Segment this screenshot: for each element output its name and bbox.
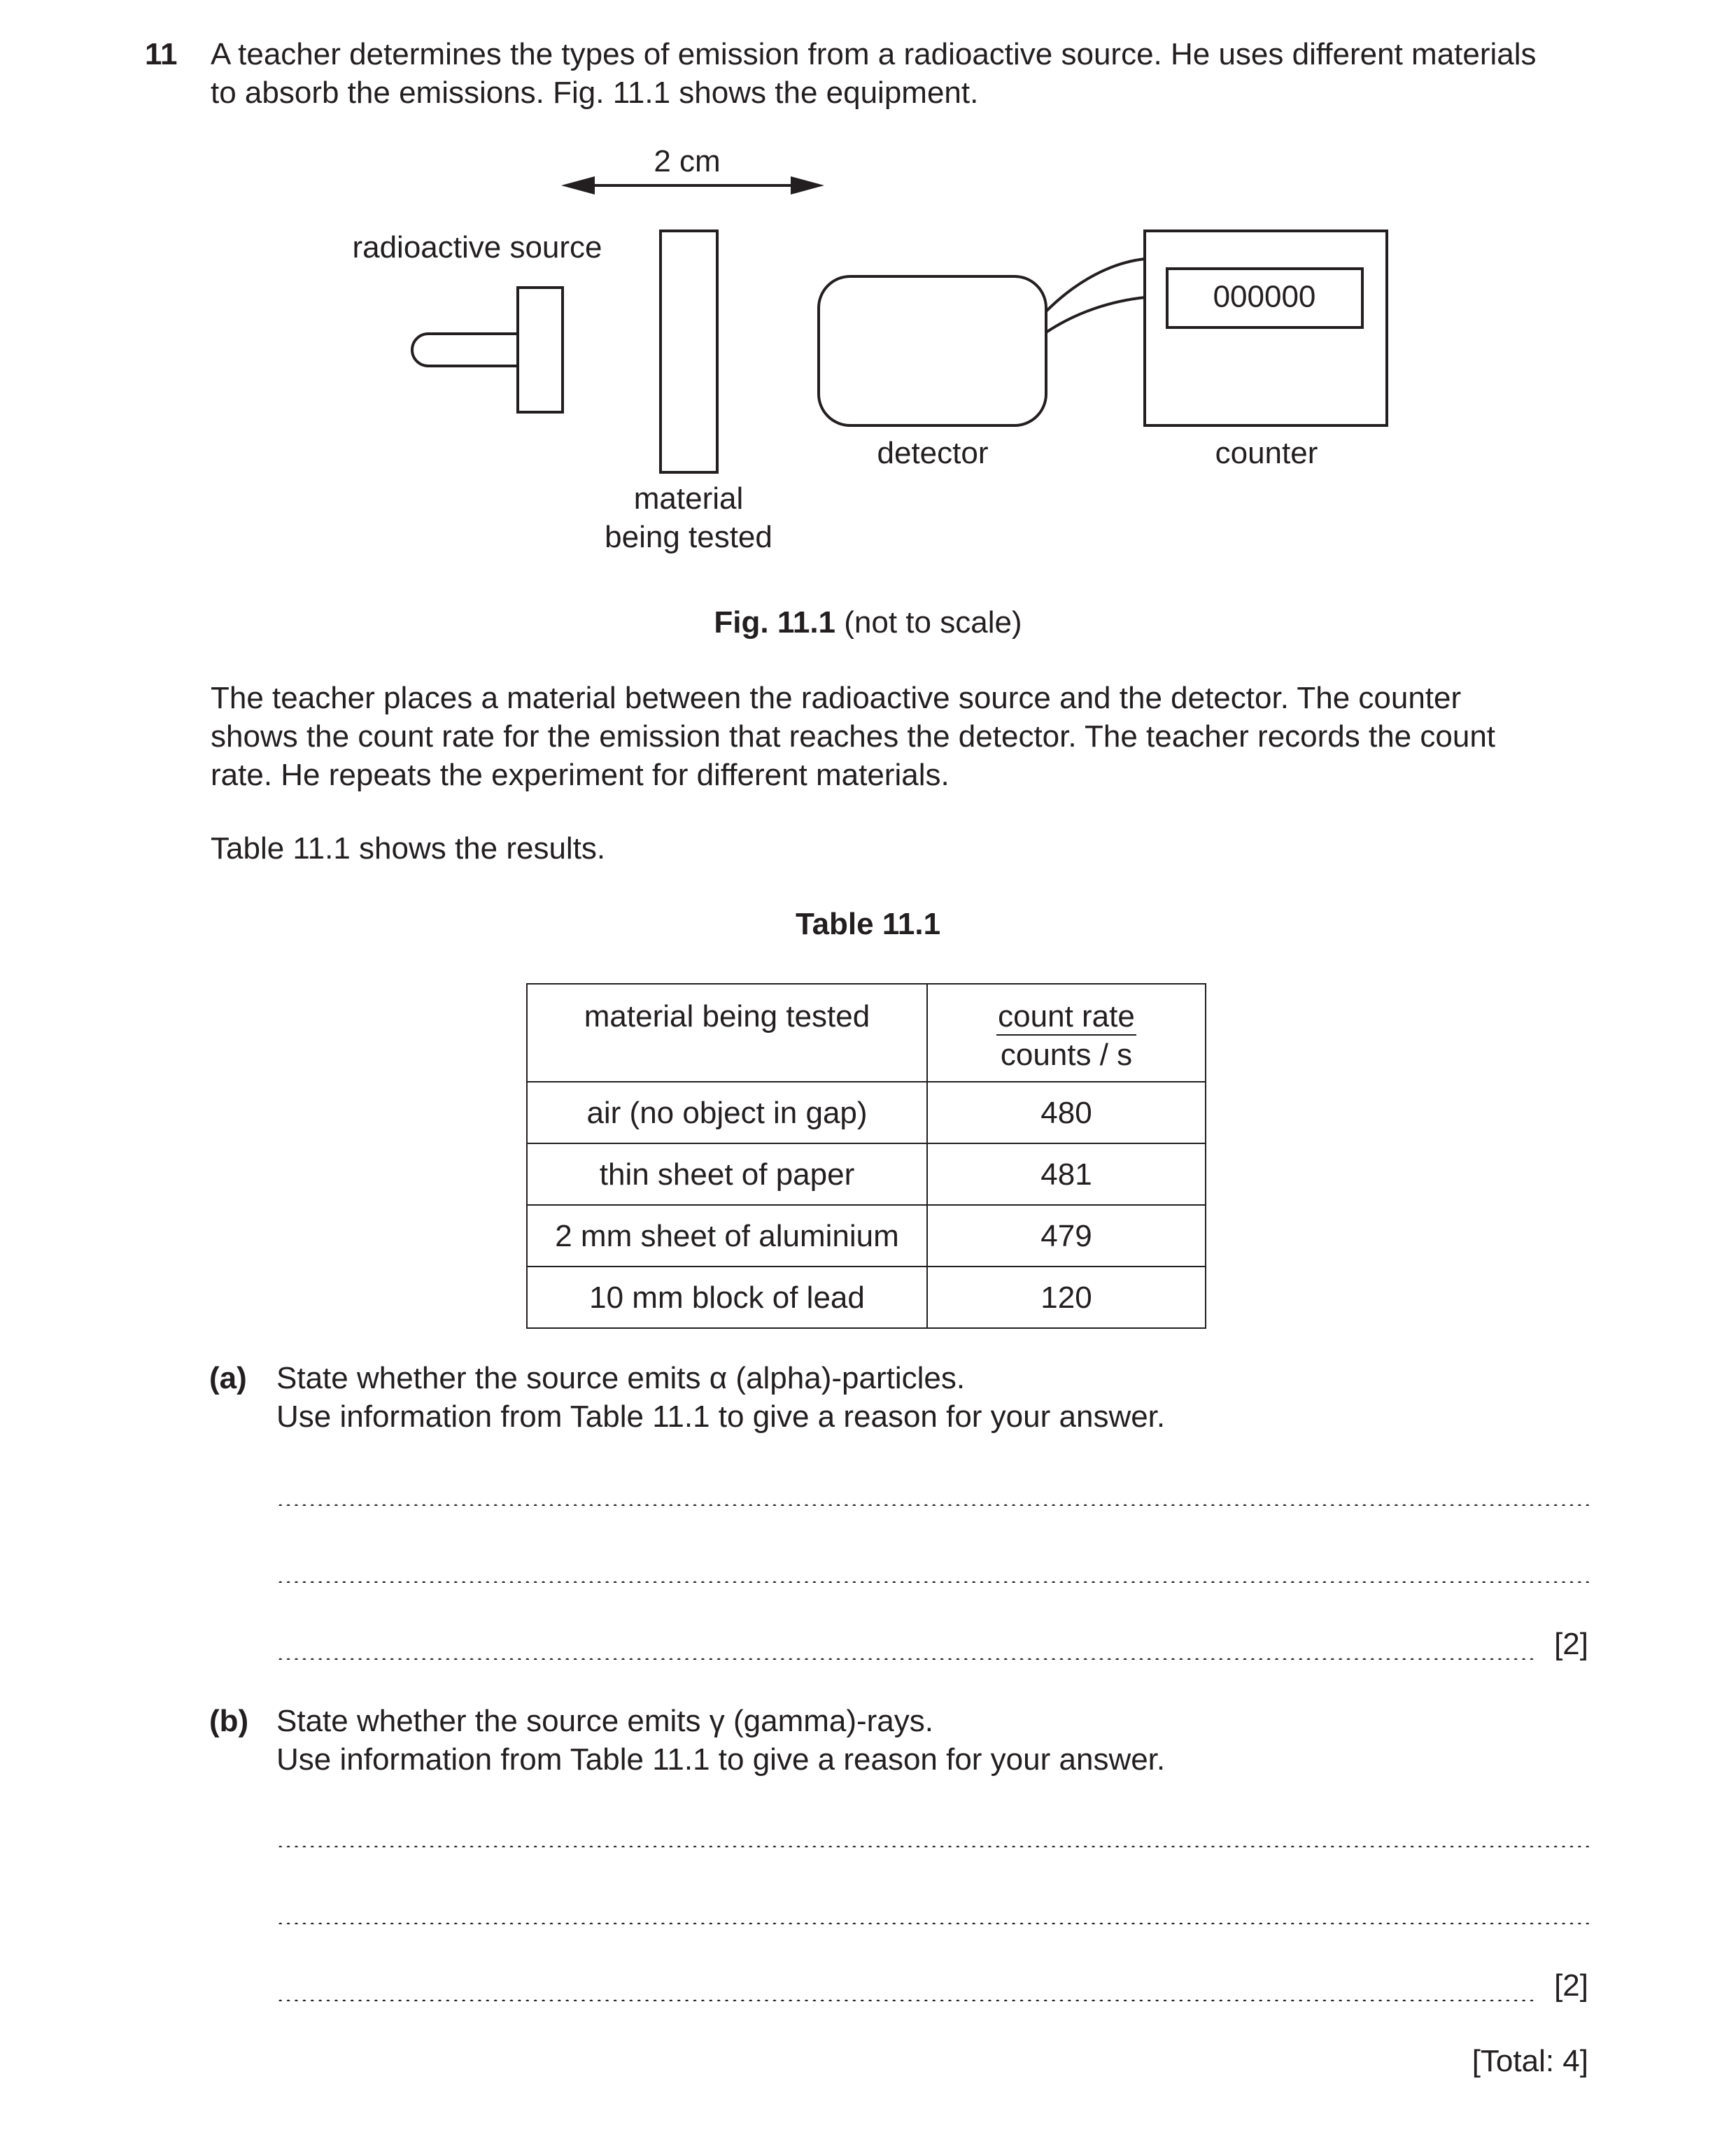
material-label-line-1: material [633, 481, 744, 516]
row-material: 10 mm block of lead [527, 1267, 927, 1328]
description-paragraph [211, 679, 1589, 794]
distance-arrow-left-head [561, 176, 595, 195]
table-row [527, 1205, 1206, 1267]
results-table [526, 983, 1206, 1329]
row-material: 2 mm sheet of aluminium [527, 1205, 927, 1267]
total-marks: [Total: 4] [1472, 2044, 1588, 2078]
part-b-marks: [2] [1554, 1968, 1588, 2003]
answer-line-b2[interactable] [276, 1903, 1589, 1924]
row-count: 480 [927, 1082, 1206, 1143]
figure-caption [0, 603, 1736, 642]
counter-display: 000000 [1213, 279, 1316, 314]
answer-line-a1[interactable] [276, 1485, 1589, 1506]
distance-label: 2 cm [654, 144, 721, 178]
row-material: air (no object in gap) [527, 1082, 927, 1143]
cable-lower [1046, 297, 1145, 332]
distance-arrow-right-head [791, 176, 824, 195]
para-line-2: shows the count rate for the emission that reaches the detector. The teacher records the count [211, 719, 1496, 754]
answer-line-b3[interactable] [276, 1980, 1534, 2001]
part-b-question [276, 1702, 1165, 1779]
detector-label: detector [877, 436, 989, 470]
answer-line-b1[interactable] [276, 1826, 1589, 1847]
table-row [527, 1082, 1206, 1143]
source-head [518, 288, 563, 412]
source-label: radioactive source [352, 230, 602, 265]
part-a-line-2: Use information from Table 11.1 to give a reason for your answer. [276, 1399, 1166, 1434]
answer-line-a2[interactable] [276, 1562, 1589, 1583]
table-row [527, 1267, 1206, 1328]
row-material: thin sheet of paper [527, 1143, 927, 1205]
row-count: 481 [927, 1143, 1206, 1205]
header-unit: counts / s [1000, 1038, 1133, 1072]
row-count: 120 [927, 1267, 1206, 1328]
part-b-line-1: State whether the source emits γ (gamma)-rays. [276, 1704, 933, 1738]
figure-caption-note: (not to scale) [835, 605, 1022, 640]
intro-line-1: A teacher determines the types of emission from a radioactive source. He uses different materials [211, 37, 1537, 71]
para-line-3: rate. He repeats the experiment for different materials. [211, 758, 950, 792]
material-label-line-2: being tested [605, 520, 772, 554]
figure-caption-label: Fig. 11.1 [714, 605, 836, 640]
cable-upper [1046, 259, 1145, 311]
table-intro: Table 11.1 shows the results. [211, 831, 606, 866]
equipment-diagram [0, 0, 1736, 630]
part-b-label: (b) [209, 1704, 249, 1738]
part-a-label: (a) [209, 1361, 247, 1395]
para-line-1: The teacher places a material between the radioactive source and the detector. The counter [211, 681, 1462, 715]
header-quantity: count rate [996, 999, 1136, 1036]
row-count: 479 [927, 1205, 1206, 1267]
answer-line-a3[interactable] [276, 1639, 1534, 1660]
question-number: 11 [145, 37, 178, 71]
table-title: Table 11.1 [795, 907, 941, 941]
intro-line-2: to absorb the emissions. Fig. 11.1 shows the equipment. [211, 76, 979, 110]
part-a-question [276, 1359, 1165, 1436]
part-a-marks: [2] [1554, 1627, 1588, 1661]
source-handle [412, 334, 518, 366]
part-b-line-2: Use information from Table 11.1 to give a reason for your answer. [276, 1742, 1166, 1777]
detector-body [819, 276, 1046, 425]
header-material: material being tested [527, 984, 927, 1082]
header-count-rate [927, 984, 1206, 1082]
table-row [527, 1143, 1206, 1205]
table-header-row [527, 984, 1206, 1082]
part-a-line-1: State whether the source emits α (alpha)-particles. [276, 1361, 966, 1395]
material-sheet [661, 231, 717, 472]
counter-label: counter [1215, 436, 1318, 470]
